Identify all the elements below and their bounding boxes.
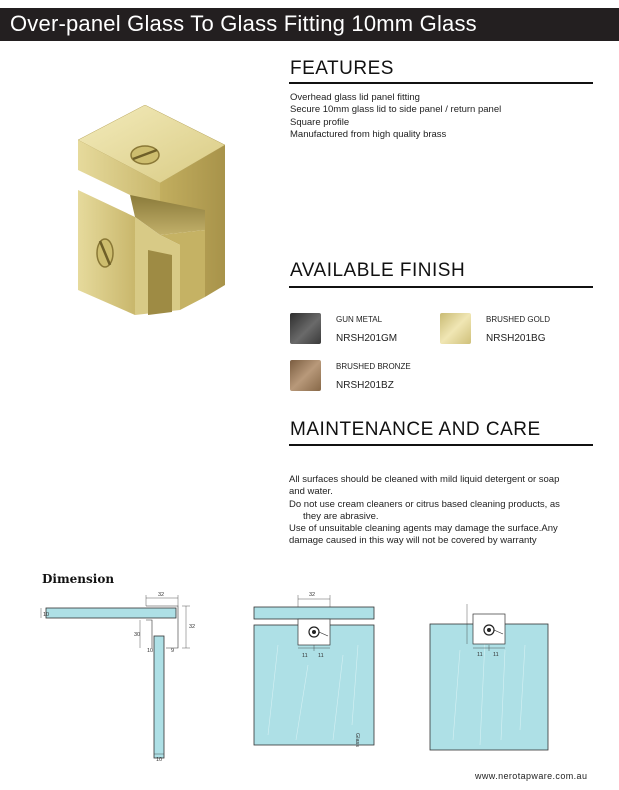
front-view-diagram [248, 585, 383, 753]
features-list [290, 92, 501, 142]
back-dim-b: 11 [493, 652, 499, 658]
feature-item: Square profile [290, 116, 350, 128]
front-dim-a: 11 [302, 653, 308, 659]
dimension-label: Dimension [42, 572, 115, 586]
product-image [60, 105, 240, 320]
title-bar [0, 8, 619, 41]
brushed-gold-name: BRUSHED GOLD [486, 315, 551, 324]
front-dim-b: 11 [318, 653, 324, 659]
side-dim-height: 32 [189, 624, 196, 630]
brushed-bronze-code: NRSH201BZ [336, 380, 394, 391]
care-rule [289, 444, 593, 446]
side-view-diagram [36, 588, 201, 763]
care-line: damage caused in this way will not be covered by warranty [289, 535, 537, 547]
side-dim-left: 10 [43, 612, 50, 618]
gun-metal-code: NRSH201GM [336, 333, 398, 344]
gun-metal-swatch [290, 313, 321, 344]
finish-rule [289, 286, 593, 288]
feature-item: Manufactured from high quality brass [290, 129, 447, 141]
features-heading: FEATURES [290, 58, 394, 79]
side-dim-a: 10 [147, 648, 154, 654]
gun-metal-name: GUN METAL [336, 315, 383, 324]
side-dim-inner: 30 [134, 632, 141, 638]
brushed-bronze-name: BRUSHED BRONZE [336, 362, 411, 371]
feature-item: Overhead glass lid panel fitting [290, 92, 420, 103]
care-line: All surfaces should be cleaned with mild liquid detergent or soap [289, 474, 560, 485]
care-line: Do not use cream cleaners or citrus based cleaning products, as [289, 498, 560, 510]
feature-item: Secure 10mm glass lid to side panel / return panel [290, 104, 502, 116]
care-line: and water. [289, 486, 333, 498]
side-dim-width: 32 [158, 592, 165, 598]
finish-heading: AVAILABLE FINISH [290, 260, 466, 281]
brushed-gold-swatch [440, 313, 471, 344]
care-text [289, 474, 594, 548]
website-link[interactable]: www.nerotapware.com.au [475, 771, 588, 781]
care-line: Use of unsuitable cleaning agents may damage the surface.Any [289, 523, 558, 535]
care-heading: MAINTENANCE AND CARE [290, 419, 541, 440]
back-view-diagram [425, 600, 550, 755]
back-dim-a: 11 [477, 652, 483, 658]
side-dim-bottom: 10 [156, 757, 163, 763]
brushed-gold-code: NRSH201BG [486, 333, 546, 344]
page-title: Over-panel Glass To Glass Fitting 10mm Glass [10, 11, 477, 36]
care-line: they are abrasive. [303, 510, 379, 522]
brushed-bronze-swatch [290, 360, 321, 391]
features-rule [289, 82, 593, 84]
side-dim-b: 9 [171, 648, 175, 654]
front-glass-label: Glass [354, 733, 360, 748]
front-dim-top: 32 [309, 592, 316, 598]
